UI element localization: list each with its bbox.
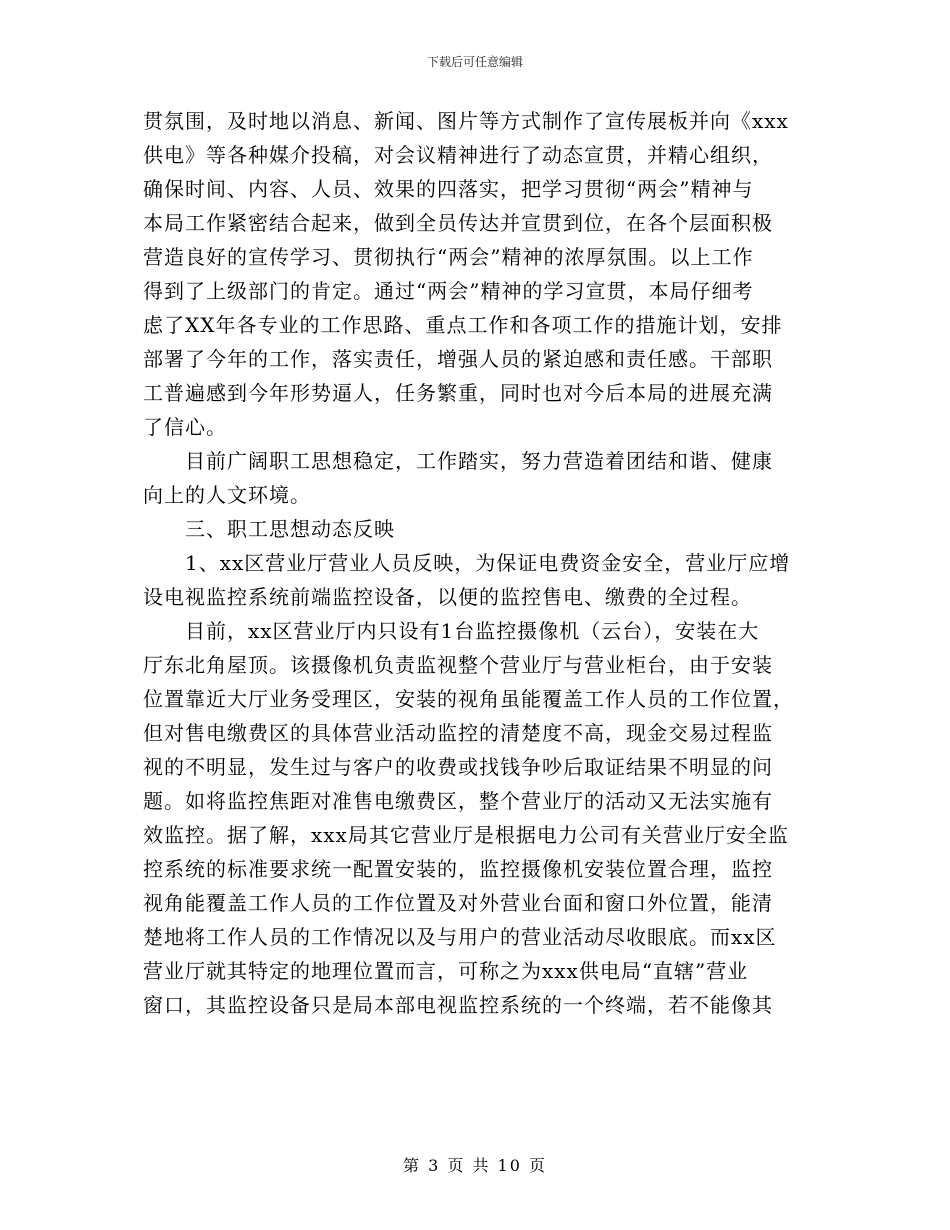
text-line: 虑了XX年各专业的工作思路、重点工作和各项工作的措施计划，安排 — [143, 313, 783, 337]
text-line: 目前，xx区营业厅内只设有1台监控摄像机（云台），安装在大 — [185, 619, 760, 643]
page-header: 下载后可任意编辑 — [426, 55, 523, 69]
text-line: 了信心。 — [143, 415, 227, 439]
text-line: 供电》等各种媒介投稿，对会议精神进行了动态宣贯，并精心组织， — [143, 143, 773, 167]
page-footer: 第 3 页 共 10 页 — [403, 1156, 547, 1175]
text-line: 控系统的标准要求统一配置安装的，监控摄像机安装位置合理，监控 — [143, 857, 773, 881]
text-line: 得到了上级部门的肯定。通过“两会”精神的学习宣贯，本局仔细考 — [143, 279, 754, 303]
text-line: 视的不明显，发生过与客户的收费或找钱争吵后取证结果不明显的问 — [143, 755, 773, 779]
text-line: 确保时间、内容、人员、效果的四落实，把学习贯彻“两会”精神与 — [143, 177, 754, 201]
text-line: 部署了今年的工作，落实责任，增强人员的紧迫感和责任感。干部职 — [143, 347, 773, 371]
text-line: 窗口，其监控设备只是局本部电视监控系统的一个终端，若不能像其 — [143, 993, 773, 1017]
text-line: 三、职工思想动态反映 — [185, 517, 395, 541]
text-line: 营业厅就其特定的地理位置而言，可称之为xxx供电局“直辖”营业 — [143, 959, 749, 983]
text-line: 本局工作紧密结合起来，做到全员传达并宣贯到位，在各个层面积极 — [143, 211, 773, 235]
text-line: 向上的人文环境。 — [143, 483, 311, 507]
text-line: 营造良好的宣传学习、贯彻执行“两会”精神的浓厚氛围。以上工作 — [143, 245, 754, 269]
text-line: 但对售电缴费区的具体营业活动监控的清楚度不高，现金交易过程监 — [143, 721, 773, 745]
text-line: 效监控。据了解，xxx局其它营业厅是根据电力公司有关营业厅安全监 — [143, 823, 789, 847]
text-line: 工普遍感到今年形势逼人，任务繁重，同时也对今后本局的进展充满 — [143, 381, 773, 405]
text-line: 设电视监控系统前端监控设备，以便的监控售电、缴费的全过程。 — [143, 585, 752, 609]
text-line: 位置靠近大厅业务受理区，安装的视角虽能覆盖工作人员的工作位置， — [143, 687, 794, 711]
text-line: 目前广阔职工思想稳定，工作踏实，努力营造着团结和谐、健康 — [185, 449, 773, 473]
text-line: 楚地将工作人员的工作情况以及与用户的营业活动尽收眼底。而xx区 — [143, 925, 777, 949]
document-body — [143, 104, 813, 1022]
text-line: 题。如将监控焦距对准售电缴费区，整个营业厅的活动又无法实施有 — [143, 789, 773, 813]
text-line: 1、xx区营业厅营业人员反映，为保证电费资金安全，营业厅应增 — [185, 551, 791, 575]
text-line: 视角能覆盖工作人员的工作位置及对外营业台面和窗口外位置，能清 — [143, 891, 773, 915]
text-line: 厅东北角屋顶。该摄像机负责监视整个营业厅与营业柜台，由于安装 — [143, 653, 773, 677]
text-line: 贯氛围，及时地以消息、新闻、图片等方式制作了宣传展板并向《xxx — [143, 109, 789, 133]
